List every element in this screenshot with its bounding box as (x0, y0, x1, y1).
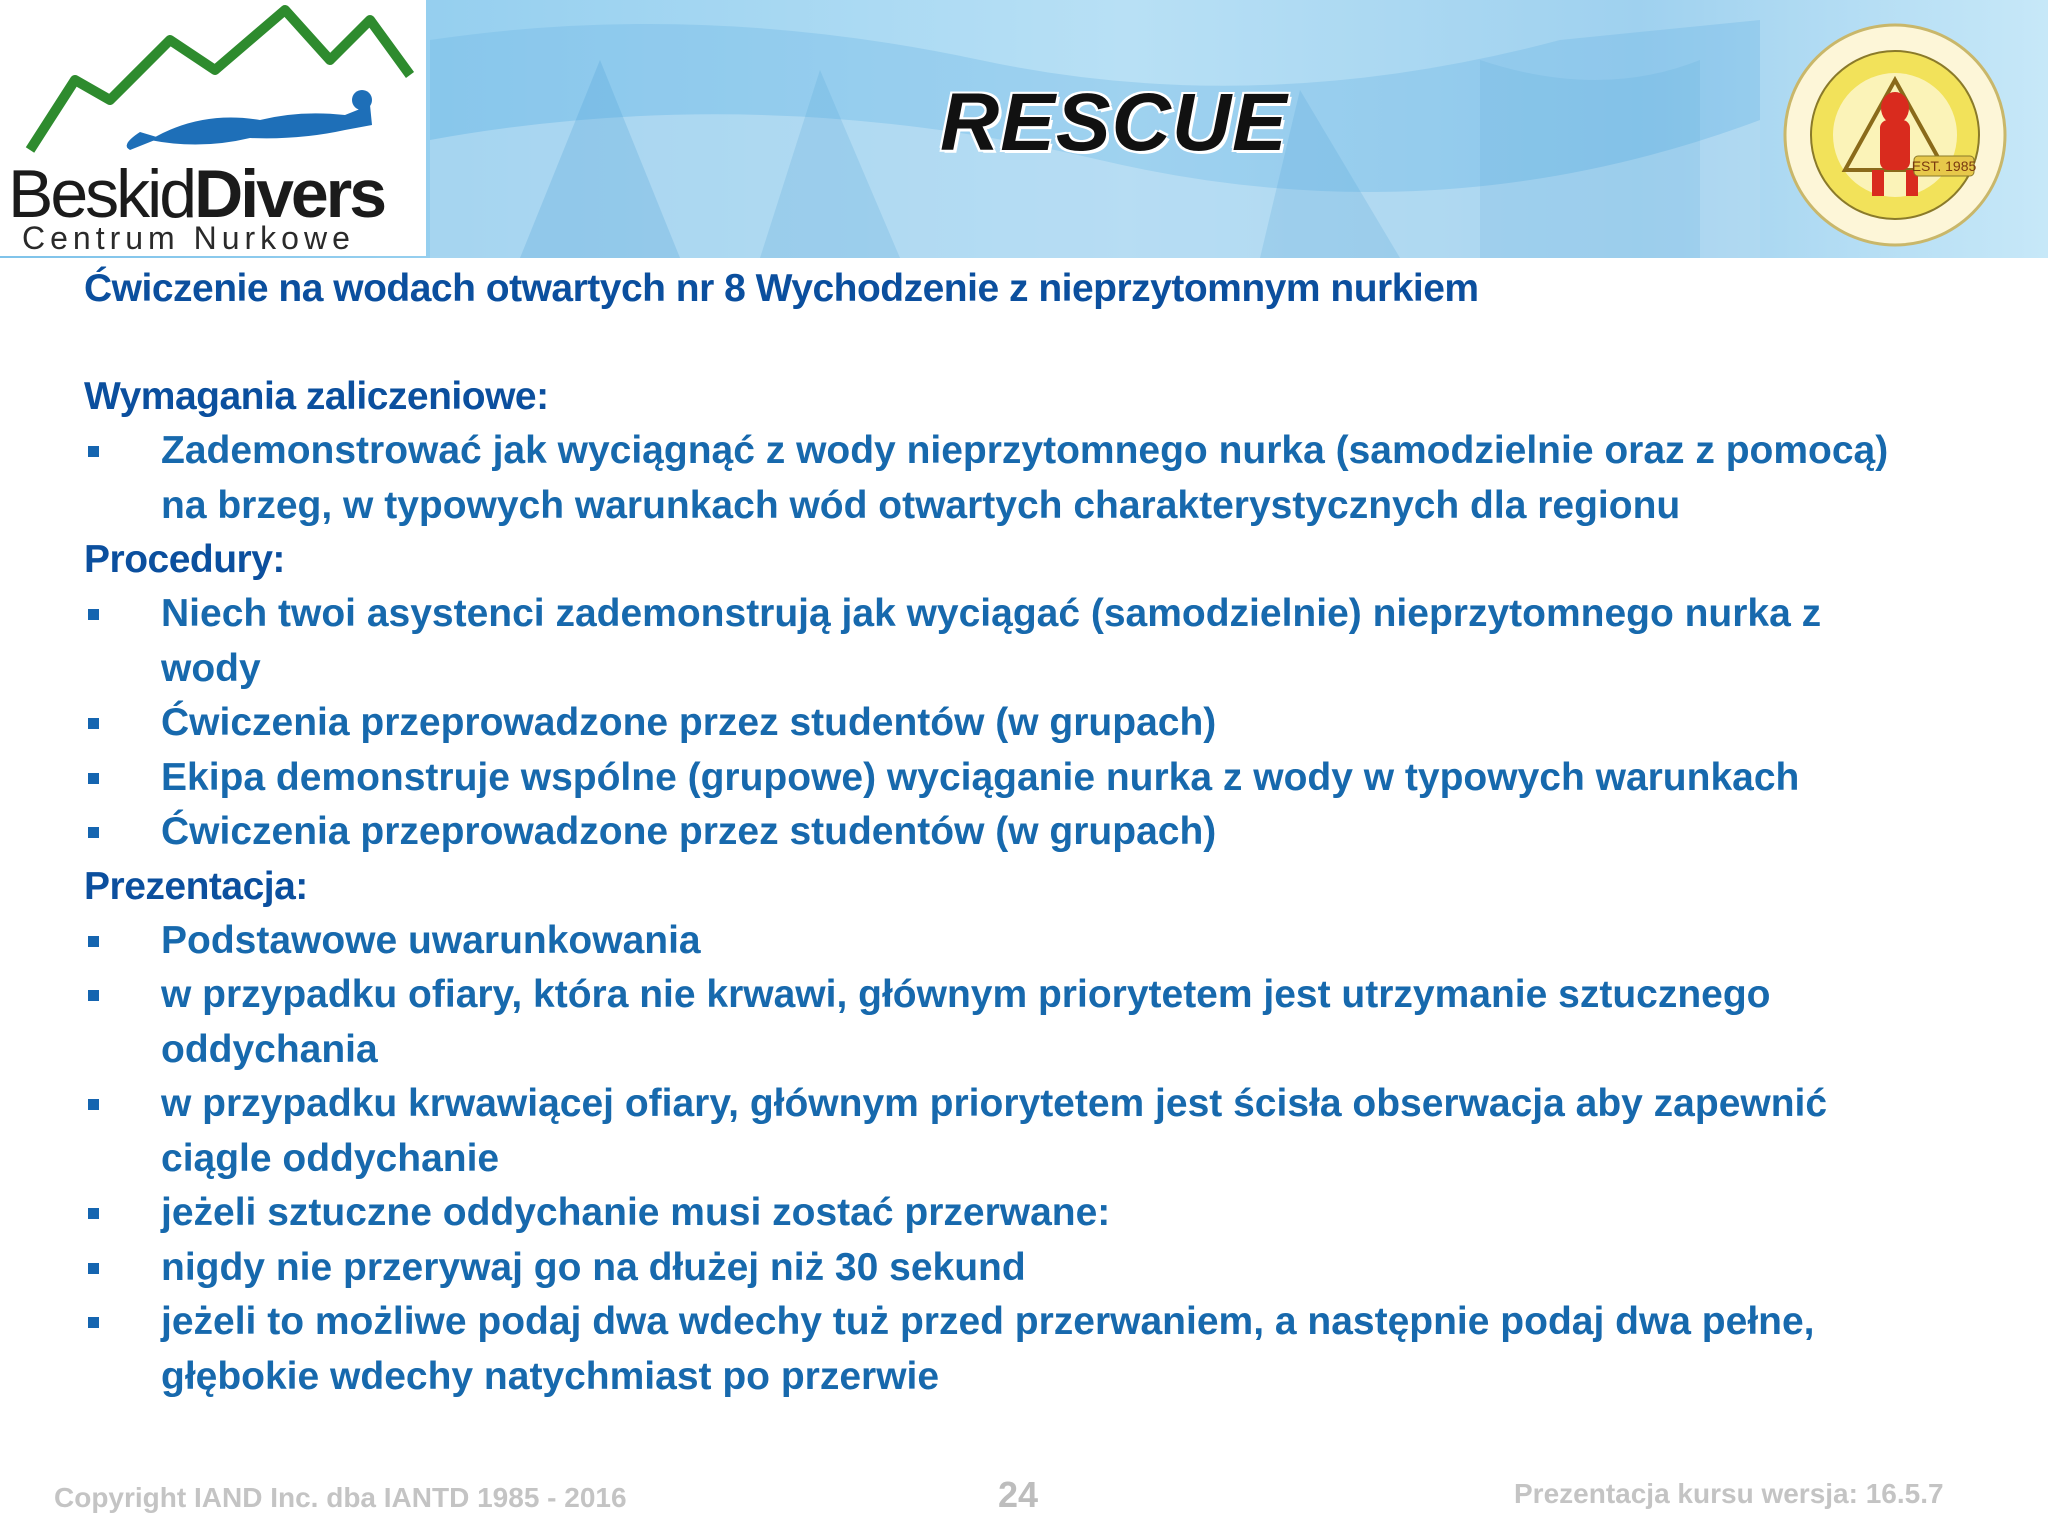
bullet-icon (88, 827, 99, 838)
list-item: jeżeli sztuczne oddychanie musi zostać przerwane: (84, 1186, 1904, 1241)
slide-title: RESCUE (940, 77, 1288, 168)
footer-copyright: Copyright IAND Inc. dba IANTD 1985 - 2016 (54, 1482, 627, 1513)
header-banner (0, 0, 2048, 258)
section-heading-requirements: Wymagania zaliczeniowe: (84, 375, 549, 418)
bullet-icon (88, 773, 99, 784)
bullet-icon (88, 1099, 99, 1110)
bullet-icon (88, 1263, 99, 1274)
logo-wordmark: BeskidDivers (8, 156, 385, 232)
logo-tagline: Centrum Nurkowe (22, 220, 355, 256)
iantd-seal-icon (1780, 20, 2010, 250)
section-heading-procedures: Procedury: (84, 538, 285, 581)
list-item: Zademonstrować jak wyciągnąć z wody nieprzytomnego nurka (samodzielnie oraz z pomocą) na brzeg, w typowych warunkach wód otwartych charakterystycznych dla regionu (84, 424, 1904, 533)
list-item: nigdy nie przerywaj go na dłużej niż 30 sekund (84, 1241, 1904, 1296)
mountain-diver-icon (0, 0, 426, 160)
bullet-icon (88, 718, 99, 729)
list-item: jeżeli to możliwe podaj dwa wdechy tuż przed przerwaniem, a następnie podaj dwa pełne, głębokie wdechy natychmiast po przerwie (84, 1295, 1904, 1404)
bullet-icon (88, 1208, 99, 1219)
exercise-title: Ćwiczenie na wodach otwartych nr 8 Wychodzenie z nieprzytomnym nurkiem (84, 267, 1479, 310)
slide-content (84, 262, 1984, 1404)
list-item: Podstawowe uwarunkowania (84, 914, 1904, 969)
bullet-icon (88, 936, 99, 947)
bullet-icon (88, 609, 99, 620)
page-number: 24 (998, 1474, 1039, 1515)
beskid-divers-logo (0, 0, 426, 256)
bullet-icon (88, 990, 99, 1001)
footer-version: Prezentacja kursu wersja: 16.5.7 (1514, 1478, 1944, 1509)
list-item: Ćwiczenia przeprowadzone przez studentów (w grupach) (84, 696, 1904, 751)
list-item: w przypadku krwawiącej ofiary, głównym priorytetem jest ścisła obserwacja aby zapewnić ciągle oddychanie (84, 1077, 1904, 1186)
section-heading-presentation: Prezentacja: (84, 864, 308, 908)
list-item: Ekipa demonstruje wspólne (grupowe) wyciąganie nurka z wody w typowych warunkach (84, 751, 1904, 806)
bullet-icon (88, 446, 99, 457)
list-item: Niech twoi asystenci zademonstrują jak wyciągać (samodzielnie) nieprzytomnego nurka z wody (84, 587, 1904, 696)
list-item: w przypadku ofiary, która nie krwawi, głównym priorytetem jest utrzymanie sztucznego oddychania (84, 968, 1904, 1077)
list-item: Ćwiczenia przeprowadzone przez studentów (w grupach) (84, 805, 1904, 860)
seal-est-text: EST. 1985 (1911, 158, 1977, 174)
bullet-icon (88, 1317, 99, 1328)
